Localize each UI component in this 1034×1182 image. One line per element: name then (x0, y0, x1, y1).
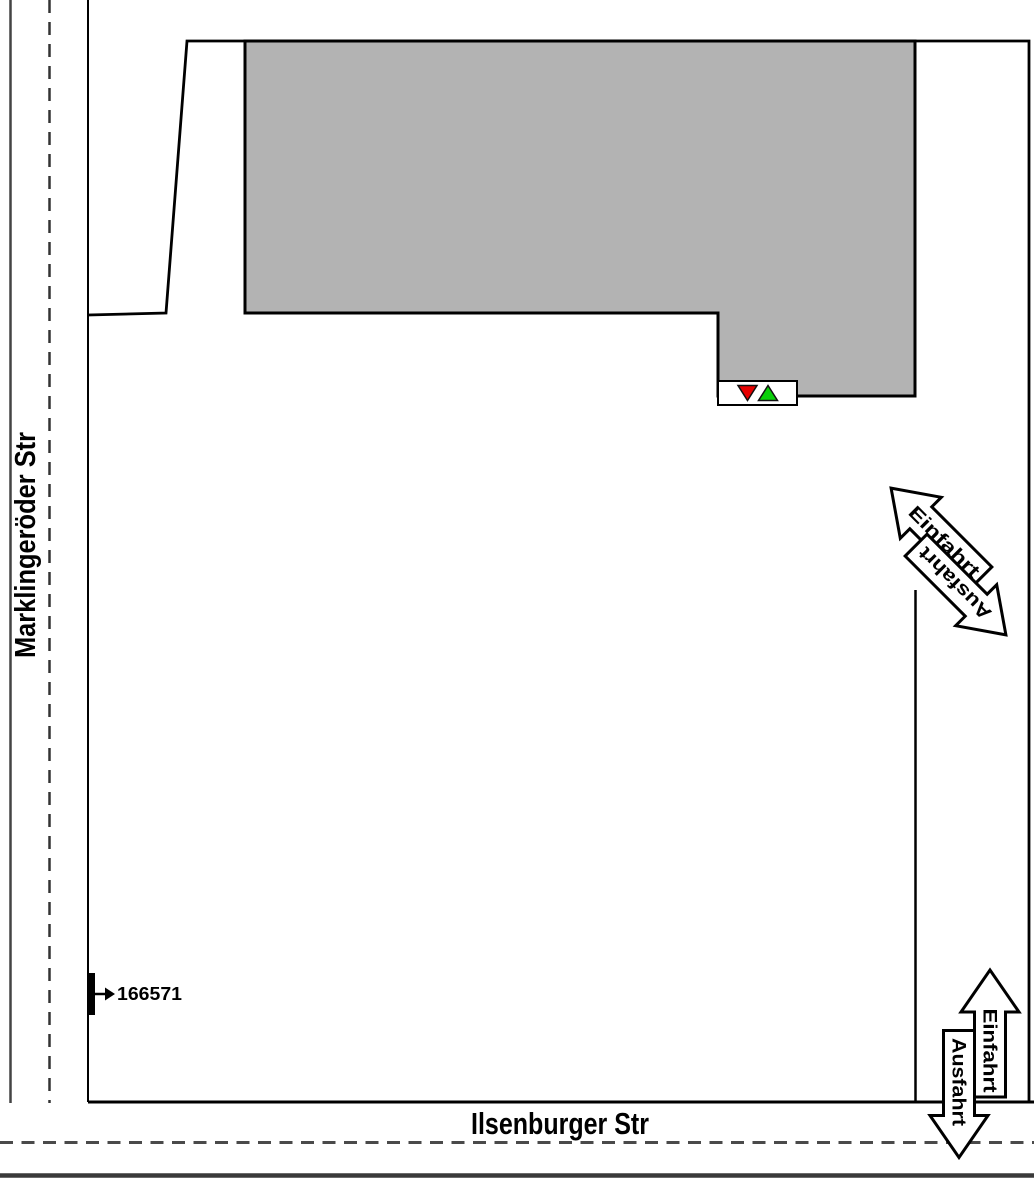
driveway-ausfahrt-label: Ausfahrt (926, 553, 997, 624)
site-marker-arrow-head-icon (105, 988, 115, 1001)
driveway-einfahrt-label: Einfahrt (903, 502, 970, 568)
site-number-label: 166571 (117, 984, 182, 1004)
street-ausfahrt-label: Ausfahrt (947, 1038, 969, 1117)
street-einfahrt-label: Einfahrt (978, 1008, 1000, 1081)
street-label-left: Marklingeröder Str (10, 400, 42, 658)
dock-marker-box (718, 381, 797, 405)
building-footprint (245, 41, 915, 396)
street-label-bottom: Ilsenburger Str (471, 1106, 649, 1141)
